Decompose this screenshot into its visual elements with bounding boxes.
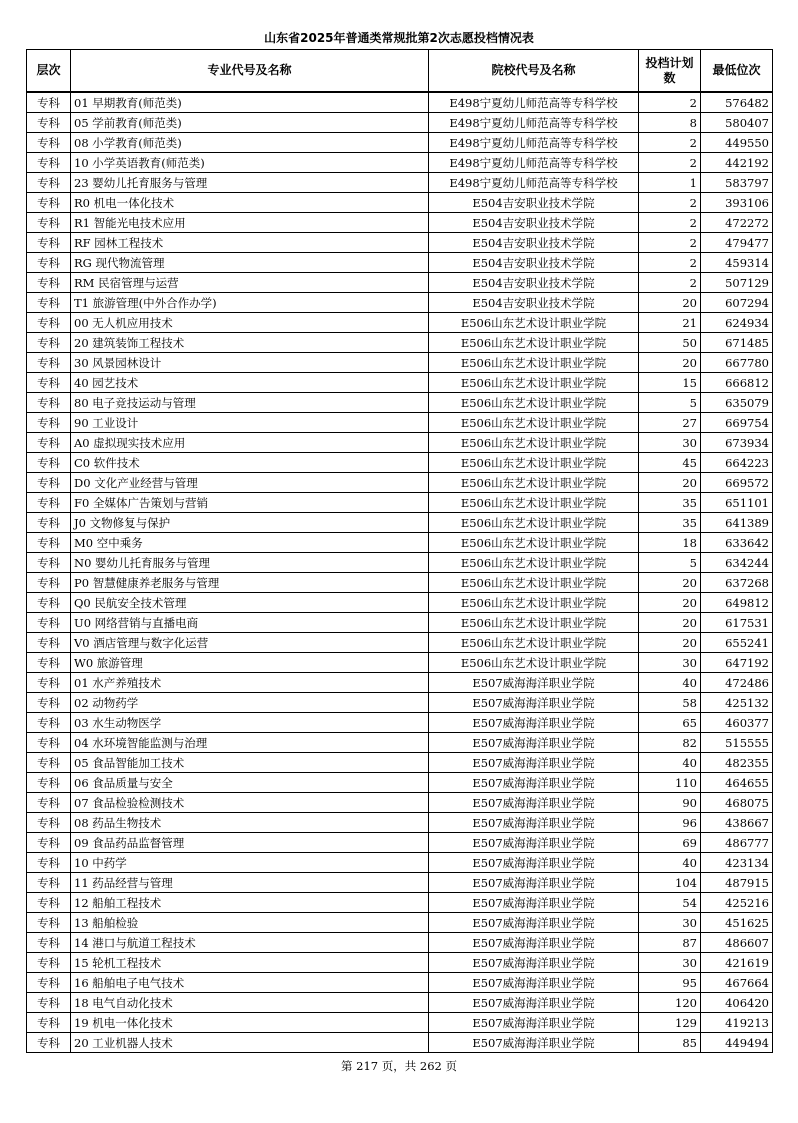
cell-school: E504吉安职业技术学院: [429, 193, 639, 213]
cell-plan: 30: [639, 653, 701, 673]
cell-school: E506山东艺术设计职业学院: [429, 313, 639, 333]
cell-rank: 667780: [701, 353, 773, 373]
cell-level: 专科: [27, 853, 71, 873]
cell-rank: 647192: [701, 653, 773, 673]
cell-level: 专科: [27, 333, 71, 353]
cell-school: E506山东艺术设计职业学院: [429, 633, 639, 653]
cell-rank: 583797: [701, 173, 773, 193]
cell-major: D0 文化产业经营与管理: [71, 473, 429, 493]
cell-school: E507威海海洋职业学院: [429, 833, 639, 853]
cell-level: 专科: [27, 693, 71, 713]
table-row: [27, 173, 773, 193]
cell-plan: 20: [639, 573, 701, 593]
cell-plan: 2: [639, 133, 701, 153]
table-row: [27, 1033, 773, 1053]
cell-plan: 2: [639, 253, 701, 273]
cell-major: 16 船舶电子电气技术: [71, 973, 429, 993]
cell-level: 专科: [27, 453, 71, 473]
cell-level: 专科: [27, 893, 71, 913]
cell-plan: 21: [639, 313, 701, 333]
cell-major: 04 水环境智能监测与治理: [71, 733, 429, 753]
cell-level: 专科: [27, 493, 71, 513]
cell-level: 专科: [27, 833, 71, 853]
cell-school: E498宁夏幼儿师范高等专科学校: [429, 133, 639, 153]
cell-plan: 20: [639, 293, 701, 313]
table-row: [27, 393, 773, 413]
table-row: [27, 813, 773, 833]
cell-rank: 507129: [701, 273, 773, 293]
cell-level: 专科: [27, 993, 71, 1013]
cell-major: V0 酒店管理与数字化运营: [71, 633, 429, 653]
table-row: [27, 333, 773, 353]
cell-school: E507威海海洋职业学院: [429, 1013, 639, 1033]
cell-major: 14 港口与航道工程技术: [71, 933, 429, 953]
cell-level: 专科: [27, 633, 71, 653]
cell-major: 80 电子竞技运动与管理: [71, 393, 429, 413]
table-row: [27, 353, 773, 373]
cell-major: 23 婴幼儿托育服务与管理: [71, 173, 429, 193]
cell-plan: 15: [639, 373, 701, 393]
cell-school: E507威海海洋职业学院: [429, 773, 639, 793]
table-row: [27, 133, 773, 153]
table-row: [27, 793, 773, 813]
cell-rank: 419213: [701, 1013, 773, 1033]
cell-school: E506山东艺术设计职业学院: [429, 413, 639, 433]
cell-level: 专科: [27, 153, 71, 173]
cell-major: J0 文物修复与保护: [71, 513, 429, 533]
table-row: [27, 253, 773, 273]
table-row: [27, 633, 773, 653]
table-row: [27, 373, 773, 393]
cell-rank: 438667: [701, 813, 773, 833]
cell-major: 20 工业机器人技术: [71, 1033, 429, 1053]
cell-school: E498宁夏幼儿师范高等专科学校: [429, 92, 639, 113]
cell-plan: 30: [639, 913, 701, 933]
cell-rank: 451625: [701, 913, 773, 933]
cell-level: 专科: [27, 953, 71, 973]
cell-rank: 482355: [701, 753, 773, 773]
cell-rank: 486777: [701, 833, 773, 853]
cell-level: 专科: [27, 253, 71, 273]
cell-plan: 2: [639, 193, 701, 213]
cell-major: 13 船舶检验: [71, 913, 429, 933]
cell-rank: 666812: [701, 373, 773, 393]
cell-plan: 20: [639, 473, 701, 493]
cell-plan: 104: [639, 873, 701, 893]
cell-level: 专科: [27, 933, 71, 953]
cell-major: T1 旅游管理(中外合作办学): [71, 293, 429, 313]
cell-plan: 40: [639, 853, 701, 873]
cell-plan: 2: [639, 153, 701, 173]
table-row: [27, 913, 773, 933]
cell-rank: 486607: [701, 933, 773, 953]
cell-plan: 95: [639, 973, 701, 993]
cell-level: 专科: [27, 753, 71, 773]
cell-school: E507威海海洋职业学院: [429, 813, 639, 833]
cell-major: 05 食品智能加工技术: [71, 753, 429, 773]
header-major: 专业代号及名称: [71, 50, 429, 93]
cell-level: 专科: [27, 793, 71, 813]
cell-rank: 449550: [701, 133, 773, 153]
cell-rank: 425132: [701, 693, 773, 713]
cell-level: 专科: [27, 873, 71, 893]
cell-rank: 634244: [701, 553, 773, 573]
cell-rank: 425216: [701, 893, 773, 913]
cell-rank: 651101: [701, 493, 773, 513]
cell-level: 专科: [27, 773, 71, 793]
cell-plan: 20: [639, 633, 701, 653]
cell-major: 10 中药学: [71, 853, 429, 873]
table-row: [27, 993, 773, 1013]
cell-major: 40 园艺技术: [71, 373, 429, 393]
cell-plan: 2: [639, 233, 701, 253]
cell-rank: 460377: [701, 713, 773, 733]
cell-level: 专科: [27, 313, 71, 333]
cell-plan: 8: [639, 113, 701, 133]
cell-major: 08 药品生物技术: [71, 813, 429, 833]
table-row: [27, 613, 773, 633]
cell-school: E507威海海洋职业学院: [429, 1033, 639, 1053]
table-row: [27, 113, 773, 133]
admission-table: [26, 49, 773, 1053]
cell-rank: 669572: [701, 473, 773, 493]
cell-school: E507威海海洋职业学院: [429, 913, 639, 933]
cell-level: 专科: [27, 533, 71, 553]
cell-level: 专科: [27, 1033, 71, 1053]
cell-major: 02 动物药学: [71, 693, 429, 713]
cell-level: 专科: [27, 813, 71, 833]
cell-plan: 20: [639, 613, 701, 633]
cell-plan: 2: [639, 273, 701, 293]
table-row: [27, 873, 773, 893]
table-row: [27, 953, 773, 973]
cell-plan: 5: [639, 393, 701, 413]
cell-plan: 35: [639, 513, 701, 533]
cell-plan: 35: [639, 493, 701, 513]
header-rank: 最低位次: [701, 50, 773, 93]
page-title: 山东省2025年普通类常规批第2次志愿投档情况表: [264, 31, 534, 45]
cell-major: 00 无人机应用技术: [71, 313, 429, 333]
cell-plan: 30: [639, 433, 701, 453]
table-row: [27, 273, 773, 293]
cell-school: E506山东艺术设计职业学院: [429, 433, 639, 453]
cell-level: 专科: [27, 573, 71, 593]
cell-school: E506山东艺术设计职业学院: [429, 333, 639, 353]
cell-major: R0 机电一体化技术: [71, 193, 429, 213]
table-row: [27, 92, 773, 113]
cell-level: 专科: [27, 653, 71, 673]
cell-major: 20 建筑装饰工程技术: [71, 333, 429, 353]
table-row: [27, 493, 773, 513]
cell-major: 30 风景园林设计: [71, 353, 429, 373]
cell-level: 专科: [27, 613, 71, 633]
cell-major: 09 食品药品监督管理: [71, 833, 429, 853]
cell-school: E507威海海洋职业学院: [429, 953, 639, 973]
table-row: [27, 833, 773, 853]
table-row: [27, 533, 773, 553]
cell-level: 专科: [27, 353, 71, 373]
cell-level: 专科: [27, 273, 71, 293]
table-row: [27, 693, 773, 713]
cell-rank: 664223: [701, 453, 773, 473]
cell-level: 专科: [27, 293, 71, 313]
cell-level: 专科: [27, 473, 71, 493]
table-row: [27, 573, 773, 593]
cell-major: 12 船舶工程技术: [71, 893, 429, 913]
cell-rank: 655241: [701, 633, 773, 653]
cell-plan: 45: [639, 453, 701, 473]
cell-major: C0 软件技术: [71, 453, 429, 473]
cell-major: N0 婴幼儿托育服务与管理: [71, 553, 429, 573]
cell-level: 专科: [27, 513, 71, 533]
cell-rank: 637268: [701, 573, 773, 593]
cell-plan: 90: [639, 793, 701, 813]
header-school: 院校代号及名称: [429, 50, 639, 93]
cell-plan: 65: [639, 713, 701, 733]
cell-level: 专科: [27, 433, 71, 453]
cell-rank: 464655: [701, 773, 773, 793]
table-row: [27, 733, 773, 753]
cell-rank: 635079: [701, 393, 773, 413]
cell-school: E507威海海洋职业学院: [429, 973, 639, 993]
cell-rank: 633642: [701, 533, 773, 553]
cell-major: Q0 民航安全技术管理: [71, 593, 429, 613]
cell-school: E506山东艺术设计职业学院: [429, 573, 639, 593]
table-row: [27, 233, 773, 253]
cell-plan: 82: [639, 733, 701, 753]
cell-school: E506山东艺术设计职业学院: [429, 553, 639, 573]
cell-level: 专科: [27, 713, 71, 733]
table-row: [27, 513, 773, 533]
cell-major: A0 虚拟现实技术应用: [71, 433, 429, 453]
cell-school: E507威海海洋职业学院: [429, 993, 639, 1013]
cell-plan: 87: [639, 933, 701, 953]
cell-plan: 69: [639, 833, 701, 853]
cell-major: 01 早期教育(师范类): [71, 92, 429, 113]
cell-school: E506山东艺术设计职业学院: [429, 593, 639, 613]
cell-major: 05 学前教育(师范类): [71, 113, 429, 133]
cell-plan: 58: [639, 693, 701, 713]
cell-school: E506山东艺术设计职业学院: [429, 353, 639, 373]
cell-rank: 515555: [701, 733, 773, 753]
table-row: [27, 473, 773, 493]
cell-major: RF 园林工程技术: [71, 233, 429, 253]
table-row: [27, 453, 773, 473]
cell-rank: 576482: [701, 92, 773, 113]
cell-major: 07 食品检验检测技术: [71, 793, 429, 813]
cell-major: 06 食品质量与安全: [71, 773, 429, 793]
cell-major: 90 工业设计: [71, 413, 429, 433]
cell-plan: 40: [639, 673, 701, 693]
cell-major: 08 小学教育(师范类): [71, 133, 429, 153]
cell-rank: 669754: [701, 413, 773, 433]
cell-plan: 40: [639, 753, 701, 773]
cell-rank: 468075: [701, 793, 773, 813]
cell-rank: 641389: [701, 513, 773, 533]
cell-rank: 459314: [701, 253, 773, 273]
cell-rank: 467664: [701, 973, 773, 993]
cell-level: 专科: [27, 213, 71, 233]
cell-plan: 20: [639, 353, 701, 373]
cell-school: E506山东艺术设计职业学院: [429, 653, 639, 673]
cell-rank: 442192: [701, 153, 773, 173]
table-row: [27, 773, 773, 793]
table-header-row: [27, 50, 773, 93]
cell-school: E507威海海洋职业学院: [429, 673, 639, 693]
cell-level: 专科: [27, 553, 71, 573]
cell-plan: 20: [639, 593, 701, 613]
cell-school: E507威海海洋职业学院: [429, 853, 639, 873]
cell-level: 专科: [27, 193, 71, 213]
cell-rank: 449494: [701, 1033, 773, 1053]
cell-level: 专科: [27, 92, 71, 113]
cell-school: E507威海海洋职业学院: [429, 893, 639, 913]
table-row: [27, 673, 773, 693]
cell-plan: 27: [639, 413, 701, 433]
header-plan: 投档计划数: [639, 50, 701, 93]
cell-level: 专科: [27, 673, 71, 693]
cell-major: RM 民宿管理与运营: [71, 273, 429, 293]
cell-level: 专科: [27, 113, 71, 133]
cell-major: 11 药品经营与管理: [71, 873, 429, 893]
cell-school: E498宁夏幼儿师范高等专科学校: [429, 153, 639, 173]
cell-rank: 617531: [701, 613, 773, 633]
cell-school: E506山东艺术设计职业学院: [429, 493, 639, 513]
cell-school: E504吉安职业技术学院: [429, 273, 639, 293]
cell-rank: 649812: [701, 593, 773, 613]
cell-rank: 406420: [701, 993, 773, 1013]
cell-school: E504吉安职业技术学院: [429, 213, 639, 233]
cell-major: M0 空中乘务: [71, 533, 429, 553]
table-row: [27, 313, 773, 333]
cell-major: 18 电气自动化技术: [71, 993, 429, 1013]
table-row: [27, 753, 773, 773]
cell-rank: 479477: [701, 233, 773, 253]
cell-plan: 2: [639, 213, 701, 233]
cell-rank: 421619: [701, 953, 773, 973]
cell-school: E504吉安职业技术学院: [429, 293, 639, 313]
cell-plan: 18: [639, 533, 701, 553]
cell-plan: 85: [639, 1033, 701, 1053]
cell-level: 专科: [27, 133, 71, 153]
table-row: [27, 153, 773, 173]
cell-plan: 129: [639, 1013, 701, 1033]
header-level: 层次: [27, 50, 71, 93]
cell-rank: 580407: [701, 113, 773, 133]
cell-rank: 472272: [701, 213, 773, 233]
cell-rank: 624934: [701, 313, 773, 333]
cell-level: 专科: [27, 373, 71, 393]
table-row: [27, 1013, 773, 1033]
cell-plan: 110: [639, 773, 701, 793]
table-row: [27, 653, 773, 673]
page-footer: 第 217 页，共 262 页: [340, 1059, 458, 1073]
cell-major: U0 网络营销与直播电商: [71, 613, 429, 633]
cell-school: E504吉安职业技术学院: [429, 233, 639, 253]
cell-plan: 2: [639, 92, 701, 113]
cell-major: 10 小学英语教育(师范类): [71, 153, 429, 173]
cell-level: 专科: [27, 413, 71, 433]
cell-school: E506山东艺术设计职业学院: [429, 453, 639, 473]
table-row: [27, 433, 773, 453]
cell-school: E506山东艺术设计职业学院: [429, 613, 639, 633]
cell-school: E506山东艺术设计职业学院: [429, 533, 639, 553]
cell-school: E506山东艺术设计职业学院: [429, 473, 639, 493]
cell-level: 专科: [27, 233, 71, 253]
table-row: [27, 973, 773, 993]
cell-rank: 393106: [701, 193, 773, 213]
cell-level: 专科: [27, 973, 71, 993]
cell-major: P0 智慧健康养老服务与管理: [71, 573, 429, 593]
cell-plan: 96: [639, 813, 701, 833]
cell-major: F0 全媒体广告策划与营销: [71, 493, 429, 513]
cell-plan: 120: [639, 993, 701, 1013]
cell-level: 专科: [27, 913, 71, 933]
cell-rank: 487915: [701, 873, 773, 893]
cell-level: 专科: [27, 1013, 71, 1033]
cell-school: E506山东艺术设计职业学院: [429, 513, 639, 533]
cell-level: 专科: [27, 393, 71, 413]
cell-plan: 1: [639, 173, 701, 193]
table-row: [27, 933, 773, 953]
table-row: [27, 293, 773, 313]
cell-plan: 30: [639, 953, 701, 973]
cell-school: E506山东艺术设计职业学院: [429, 393, 639, 413]
table-row: [27, 893, 773, 913]
cell-level: 专科: [27, 593, 71, 613]
cell-school: E498宁夏幼儿师范高等专科学校: [429, 173, 639, 193]
cell-rank: 671485: [701, 333, 773, 353]
table-row: [27, 713, 773, 733]
cell-major: RG 现代物流管理: [71, 253, 429, 273]
cell-rank: 607294: [701, 293, 773, 313]
cell-school: E507威海海洋职业学院: [429, 753, 639, 773]
table-row: [27, 853, 773, 873]
table-row: [27, 553, 773, 573]
cell-school: E507威海海洋职业学院: [429, 693, 639, 713]
cell-plan: 50: [639, 333, 701, 353]
cell-rank: 673934: [701, 433, 773, 453]
cell-plan: 5: [639, 553, 701, 573]
cell-school: E507威海海洋职业学院: [429, 733, 639, 753]
cell-school: E498宁夏幼儿师范高等专科学校: [429, 113, 639, 133]
cell-plan: 54: [639, 893, 701, 913]
cell-major: W0 旅游管理: [71, 653, 429, 673]
table-row: [27, 193, 773, 213]
cell-school: E506山东艺术设计职业学院: [429, 373, 639, 393]
cell-major: R1 智能光电技术应用: [71, 213, 429, 233]
cell-school: E507威海海洋职业学院: [429, 873, 639, 893]
table-body: [27, 92, 773, 1053]
cell-major: 15 轮机工程技术: [71, 953, 429, 973]
cell-school: E507威海海洋职业学院: [429, 933, 639, 953]
cell-level: 专科: [27, 173, 71, 193]
table-row: [27, 213, 773, 233]
cell-major: 03 水生动物医学: [71, 713, 429, 733]
cell-school: E507威海海洋职业学院: [429, 793, 639, 813]
cell-rank: 423134: [701, 853, 773, 873]
cell-rank: 472486: [701, 673, 773, 693]
table-row: [27, 413, 773, 433]
cell-level: 专科: [27, 733, 71, 753]
cell-school: E504吉安职业技术学院: [429, 253, 639, 273]
cell-school: E507威海海洋职业学院: [429, 713, 639, 733]
table-row: [27, 593, 773, 613]
cell-major: 01 水产养殖技术: [71, 673, 429, 693]
cell-major: 19 机电一体化技术: [71, 1013, 429, 1033]
